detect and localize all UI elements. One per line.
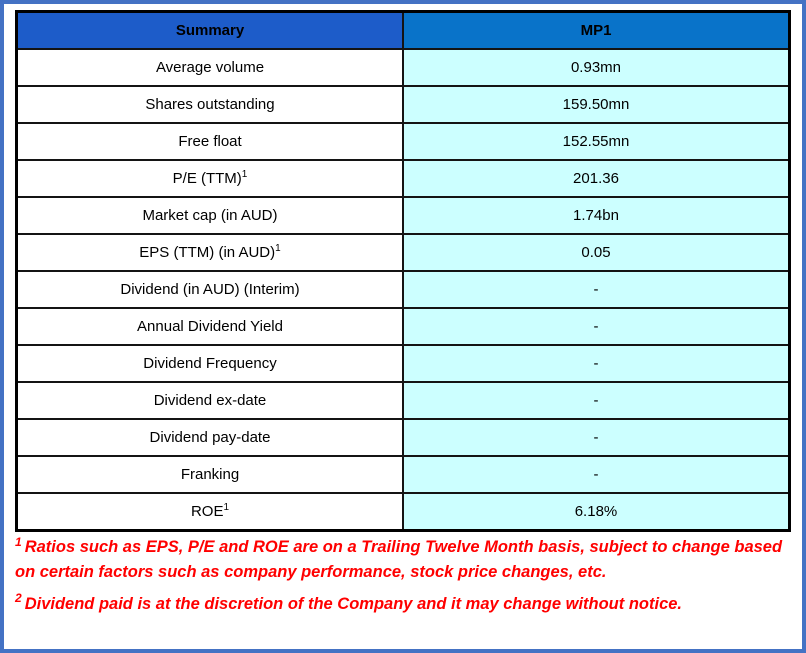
row-label-text: Free float xyxy=(178,133,242,150)
footnotes-section xyxy=(15,535,791,616)
table-row xyxy=(17,49,790,86)
table-header-row xyxy=(17,12,790,50)
table-row xyxy=(17,308,790,345)
row-label xyxy=(17,234,404,271)
row-value: 1.74bn xyxy=(403,197,790,234)
row-value: - xyxy=(403,382,790,419)
footnote-1-superscript: 1 xyxy=(15,534,22,549)
row-label-text: Average volume xyxy=(155,59,265,76)
row-label-superscript: 1 xyxy=(241,169,248,180)
row-label-superscript: 1 xyxy=(275,243,281,254)
row-value: 201.36 xyxy=(403,160,790,197)
row-label-text: Market cap (in AUD) xyxy=(142,207,278,224)
row-label xyxy=(17,197,404,234)
row-value: 6.18% xyxy=(403,493,790,531)
row-label-text: Franking xyxy=(180,466,240,483)
row-label-text: Annual Dividend Yield xyxy=(137,318,283,335)
row-value: - xyxy=(403,456,790,493)
row-label xyxy=(17,49,404,86)
row-value: - xyxy=(403,271,790,308)
row-label xyxy=(17,160,404,197)
row-label-text: Dividend pay-date xyxy=(149,429,271,446)
row-label xyxy=(17,308,404,345)
row-value: 0.05 xyxy=(403,234,790,271)
footnote-2-text: Dividend paid is at the discretion of the Company and it may change without notice. xyxy=(24,594,683,613)
footnote-2-superscript: 2 xyxy=(15,591,22,605)
table-row xyxy=(17,234,790,271)
table-row xyxy=(17,197,790,234)
header-ticker: MP1 xyxy=(403,12,790,50)
footnote-2 xyxy=(15,592,791,617)
table-row xyxy=(17,345,790,382)
table-row xyxy=(17,419,790,456)
row-value: - xyxy=(403,419,790,456)
row-label-text: Shares outstanding xyxy=(145,96,275,113)
row-label-text: P/E (TTM) xyxy=(172,170,242,187)
row-label-text: Dividend (in AUD) (Interim) xyxy=(120,281,300,298)
table-row xyxy=(17,456,790,493)
row-value: - xyxy=(403,345,790,382)
row-label xyxy=(17,123,404,160)
table-row xyxy=(17,493,790,531)
row-label xyxy=(17,419,404,456)
row-value: 0.93mn xyxy=(403,49,790,86)
row-label-text: Dividend ex-date xyxy=(153,392,267,409)
table-row xyxy=(17,271,790,308)
row-value: 152.55mn xyxy=(403,123,790,160)
row-label-text: Dividend Frequency xyxy=(143,355,277,372)
row-value: 159.50mn xyxy=(403,86,790,123)
row-label xyxy=(17,493,404,531)
table-row xyxy=(17,160,790,197)
row-label-text: ROE xyxy=(190,503,224,520)
row-label xyxy=(17,86,404,123)
table-row xyxy=(17,382,790,419)
row-label xyxy=(17,382,404,419)
header-summary: Summary xyxy=(17,12,404,50)
row-label-text: EPS (TTM) (in AUD) xyxy=(139,244,276,261)
row-label xyxy=(17,456,404,493)
footnote-1 xyxy=(15,535,791,585)
row-label xyxy=(17,271,404,308)
row-label xyxy=(17,345,404,382)
row-value: - xyxy=(403,308,790,345)
table-row xyxy=(17,123,790,160)
row-label-superscript: 1 xyxy=(223,502,230,513)
summary-table xyxy=(15,10,791,532)
table-row xyxy=(17,86,790,123)
footnote-1-text: Ratios such as EPS, P/E and ROE are on a Trailing Twelve Month basis, subject to change based on certain factors such as company performance, stock price changes, etc. xyxy=(15,538,783,581)
